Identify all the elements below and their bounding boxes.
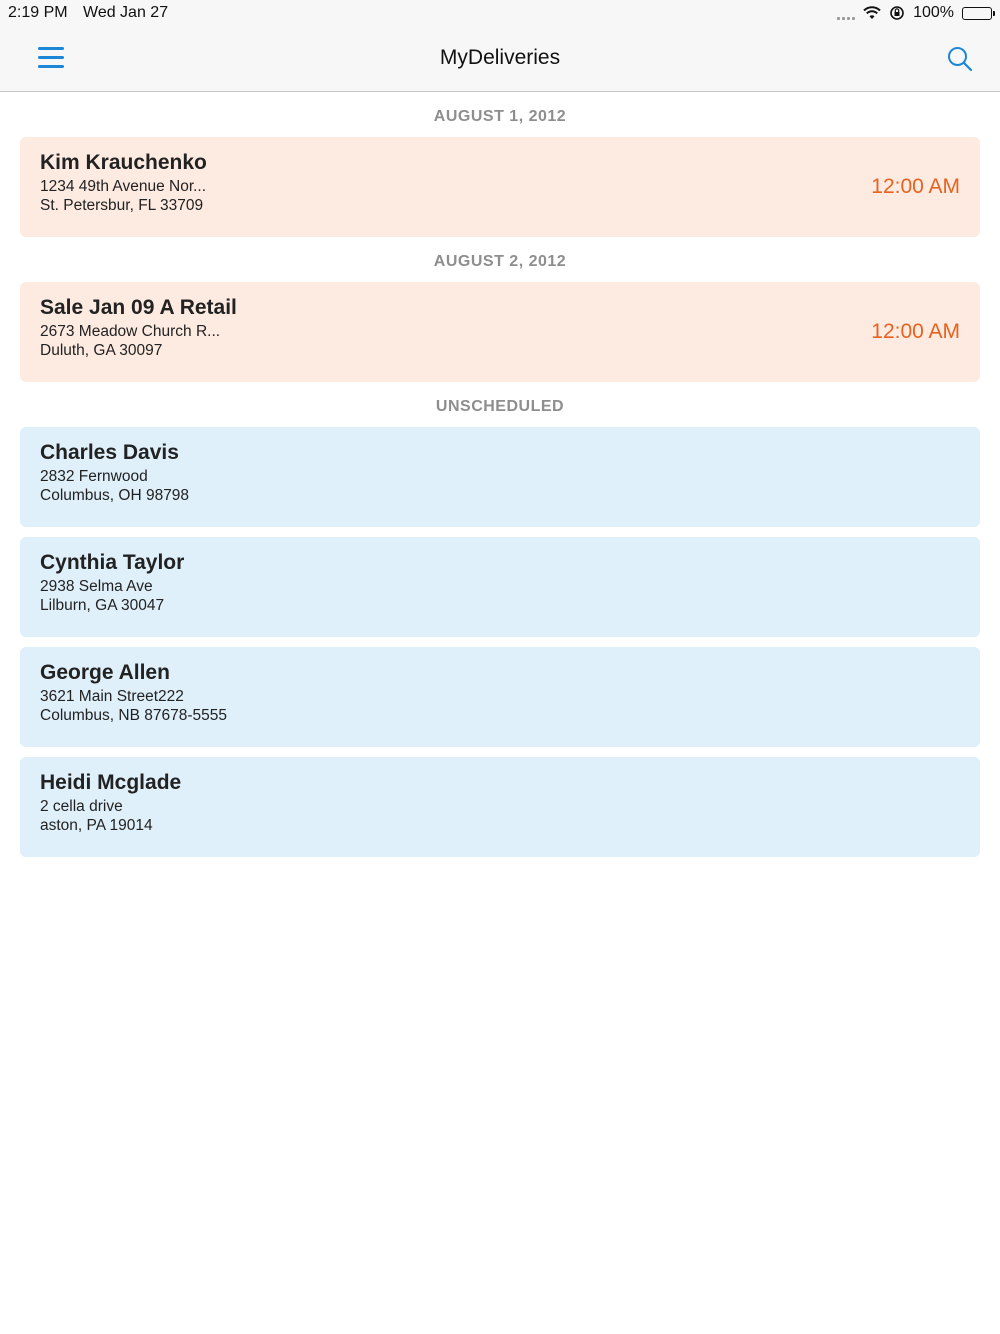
delivery-time: 12:00 AM [871,175,960,198]
status-date: Wed Jan 27 [83,4,169,21]
orientation-lock-icon [889,5,905,21]
delivery-card[interactable] [20,537,980,637]
delivery-name: George Allen [40,661,170,684]
delivery-card[interactable] [20,427,980,527]
delivery-name: Sale Jan 09 A Retail [40,296,237,319]
navigation-bar [0,28,1000,92]
status-bar [0,0,1000,28]
delivery-address-line1: 2938 Selma Ave [40,578,153,595]
delivery-address-line2: St. Petersbur, FL 33709 [40,197,204,214]
delivery-card[interactable] [20,647,980,747]
delivery-address-line2: Columbus, NB 87678-5555 [40,707,227,724]
delivery-name: Cynthia Taylor [40,551,185,574]
delivery-time: 12:00 AM [871,320,960,343]
delivery-address-line1: 2673 Meadow Church R... [40,323,221,340]
wifi-icon [863,6,881,20]
battery-percent: 100% [913,4,954,21]
delivery-card[interactable] [20,137,980,237]
delivery-name: Kim Krauchenko [40,151,207,174]
delivery-address-line1: 2 cella drive [40,798,123,815]
delivery-address-line2: Lilburn, GA 30047 [40,597,165,614]
status-indicators [837,4,992,22]
delivery-card[interactable] [20,282,980,382]
delivery-card[interactable] [20,757,980,857]
search-icon [946,45,974,73]
section-header: UNSCHEDULED [435,398,565,415]
delivery-address-line2: Columbus, OH 98798 [40,487,190,504]
delivery-address-line2: aston, PA 19014 [40,817,153,834]
deliveries-list [0,92,1000,867]
status-time: 2:19 PM [8,4,68,21]
delivery-address-line2: Duluth, GA 30097 [40,342,163,359]
search-button[interactable] [946,45,974,73]
delivery-name: Heidi Mcglade [40,771,182,794]
battery-icon [962,7,992,20]
delivery-address-line1: 3621 Main Street222 [40,688,184,705]
delivery-address-line1: 2832 Fernwood [40,468,148,485]
section-header: AUGUST 1, 2012 [433,108,567,125]
delivery-name: Charles Davis [40,441,179,464]
page-title: MyDeliveries [439,46,561,69]
delivery-address-line1: 1234 49th Avenue Nor... [40,178,207,195]
cellular-signal-icon [837,6,855,20]
section-header: AUGUST 2, 2012 [433,253,567,270]
